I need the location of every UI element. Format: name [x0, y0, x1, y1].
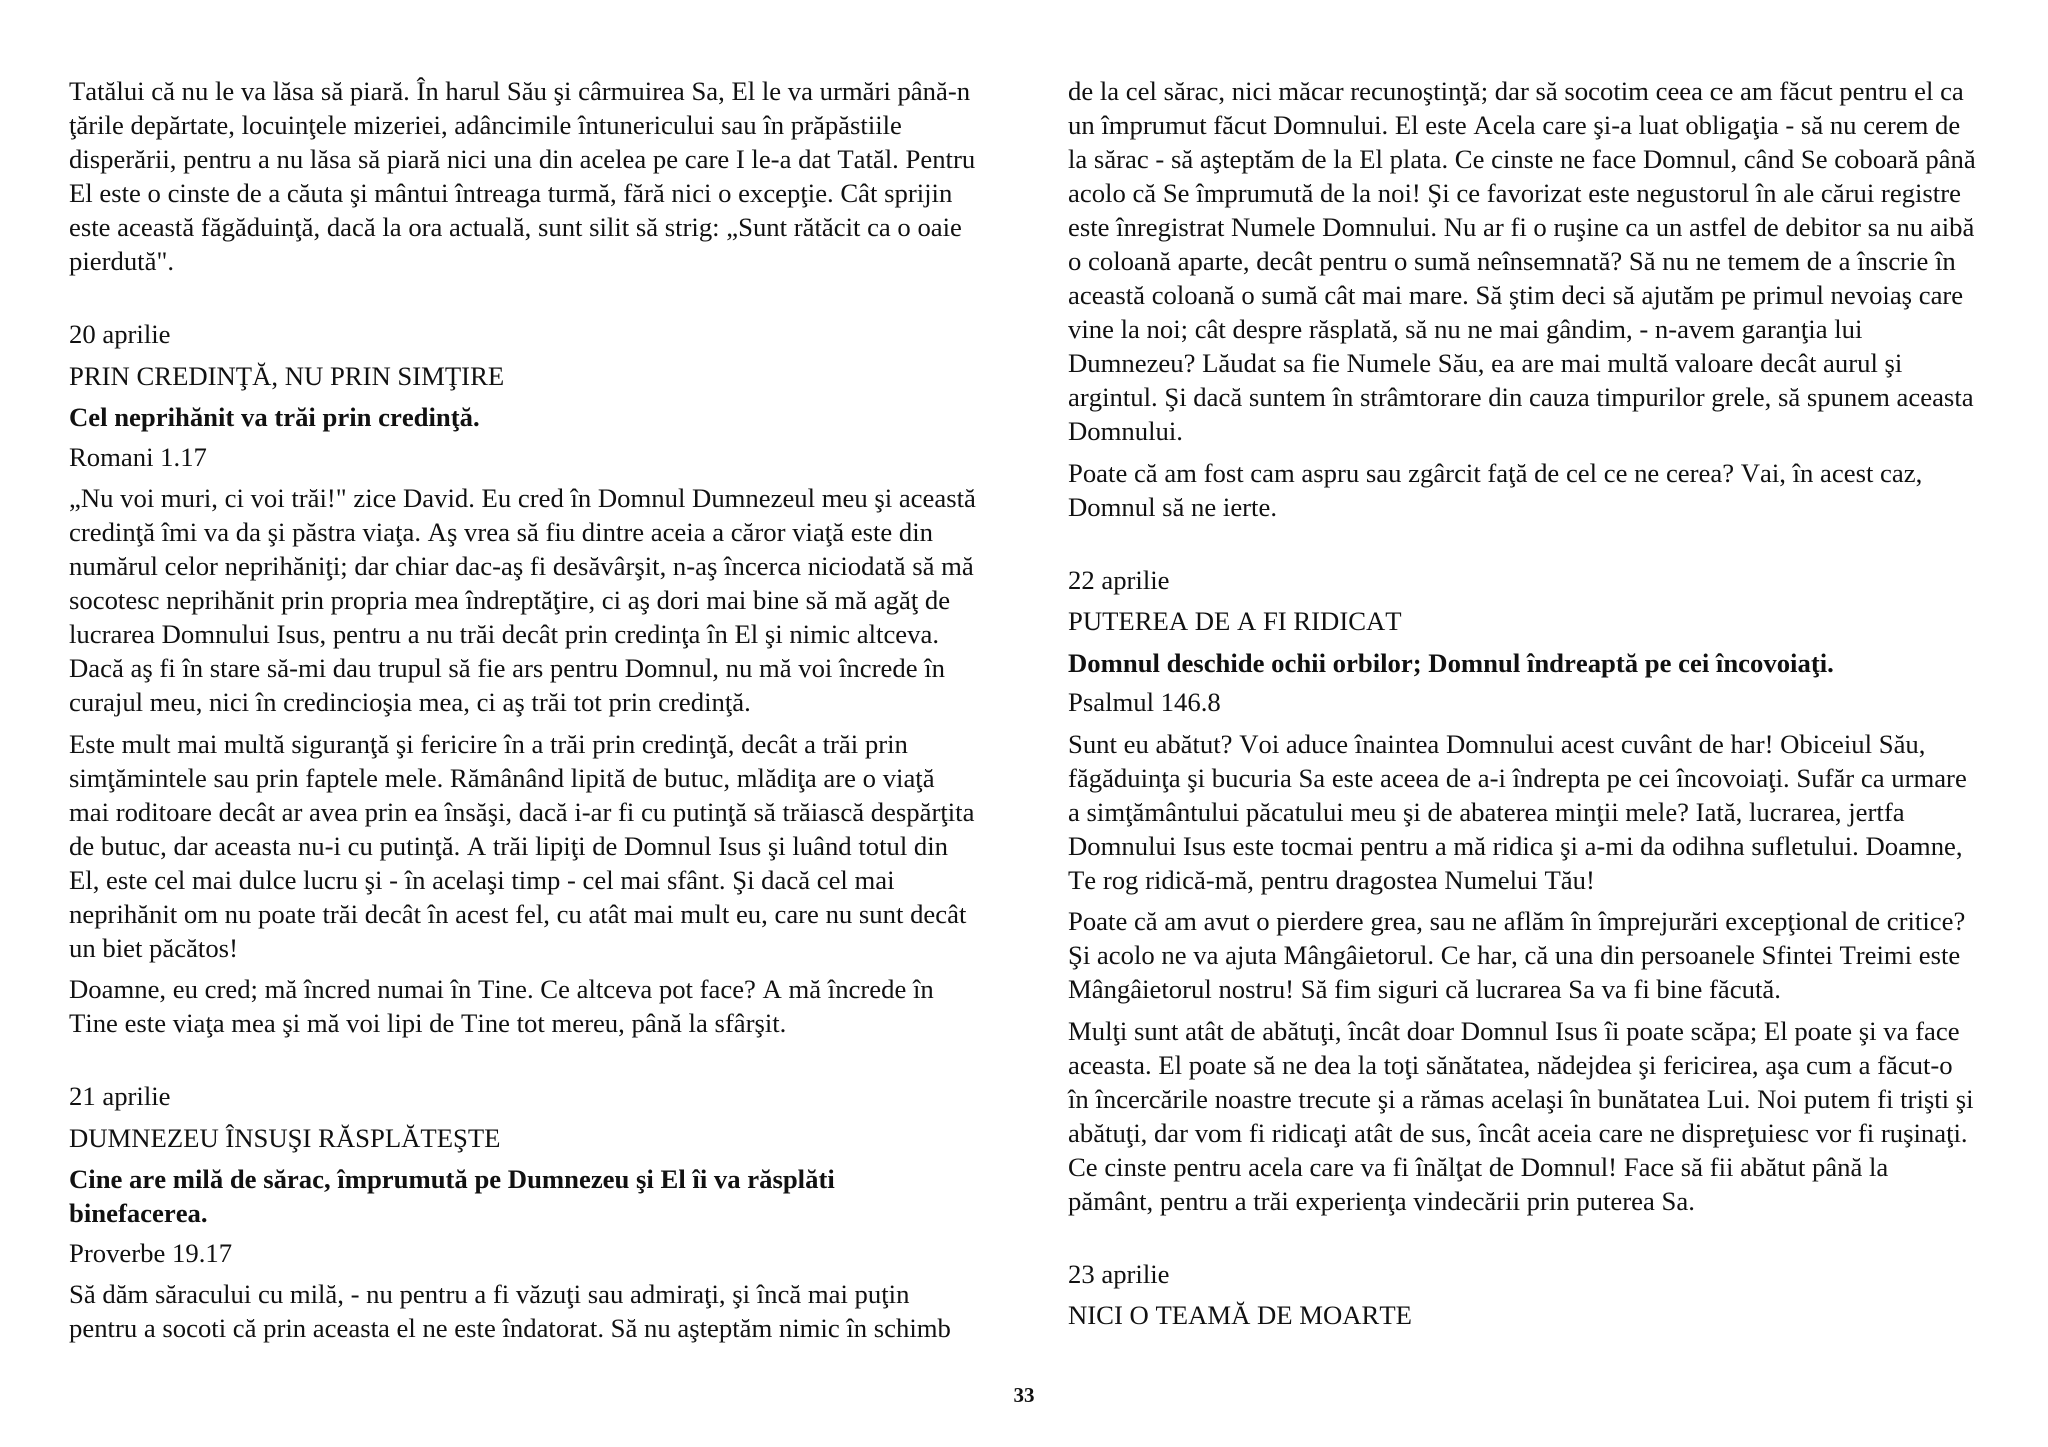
- page-number: 33: [1013, 1383, 1035, 1407]
- entry-reference: Romani 1.17: [69, 441, 207, 472]
- continued-paragraph: de la cel sărac, nici măcar recunoştinţă; dar să socotim ceea ce am făcut pentru el ca un împrumut făcut Domnului. El este Acela care şi-a luat obligaţia - să nu cerem de la sărac - să aşteptăm de la El plata. Ce cinste ne face Domnul, când Se coboară până acolo că Se împrumută de la noi! Şi ce favorizat este negustorul în ale cărui registre este înregistrat Numele Domnului. Nu ar fi o ruşine ca un astfel de debitor sa nu aibă o coloană aparte, decât pentru o sumă neînsemnată? Să nu ne temem de a înscrie în această coloană o sumă cât mai mare. Să ştim deci să ajutăm pe primul nevoiaş care vine la noi; cât despre răsplată, să nu ne mai gândim, - n-avem garanţia lui Dumnezeu? Lăudat sa fie Numele Său, ea are mai multă valoare decât aurul şi argintul. Şi dacă suntem în strâmtorare din cauza timpurilor grele, să spunem aceasta Domnului.: [1068, 76, 1976, 446]
- devotional-entry-21-april: [69, 1079, 984, 1345]
- entry-date: 23 aprilie: [1068, 1258, 1170, 1289]
- devotional-entry-22-april: [1068, 563, 1983, 1218]
- entry-verse: Cine are milă de sărac, împrumută pe Dumnezeu şi El îi va răsplăti binefacerea.: [69, 1164, 835, 1228]
- continued-paragraph: Poate că am fost cam aspru sau zgârcit faţă de cel ce ne cerea? Vai, în acest caz, Domnul să ne ierte.: [1068, 457, 1923, 522]
- entry-paragraph: Sunt eu abătut? Voi aduce înaintea Domnului acest cuvânt de har! Obiceiul Său, făgăduinţa şi bucuria Sa este aceea de a-i îndrepta pe cei încovoiaţi. Sufăr ca urmare a simţământului păcatului meu şi de abaterea minţii mele? Iată, lucrarea, jertfa Domnului Isus este tocmai pentru a mă ridica şi a-mi da odihna sufletului. Doamne, Te rog ridică-mă, pentru dragostea Numelui Tău!: [1068, 728, 1967, 895]
- devotional-entry-20-april: [69, 317, 984, 1040]
- left-column: [69, 74, 984, 1353]
- continued-paragraph: Tatălui că nu le va lăsa să piară. În harul Său şi cârmuirea Sa, El le va urmări până-n ţările depărtate, locuinţele mizeriei, adâncimile întunericului sau în prăpăstiile disperării, pentru a nu lăsa să piară nici una din acelea pe care I le-a dat Tatăl. Pentru El este o cinste de a căuta şi mântui întreaga turmă, fără nici o excepţie. Cât sprijin este această făgăduinţă, dacă la ora actuală, sunt silit să strig: „Sunt rătăcit ca o oaie pierdută".: [69, 76, 976, 276]
- entry-title: PUTEREA DE A FI RIDICAT: [1068, 606, 1402, 636]
- entry-paragraph: Mulţi sunt atât de abătuţi, încât doar Domnul Isus îi poate scăpa; El poate şi va face aceasta. El poate să ne dea la toţi sănătatea, nădejdea şi fericirea, aşa cum a făcut-o în încercările noastre trecute şi a rămas acelaşi în bunătatea Lui. Noi putem fi trişti şi abătuţi, dar vom fi ridicaţi atât de sus, încât aceia care ne dispreţuiesc vor fi ruşinaţi. Ce cinste pentru acela care va fi înălţat de Domnul! Face să fii abătut până la pământ, pentru a trăi experienţa vindecării prin puterea Sa.: [1068, 1015, 1974, 1216]
- right-column: [1068, 74, 1983, 1340]
- entry-paragraph: Poate că am avut o pierdere grea, sau ne aflăm în împrejurări excepţional de critice? Şi acolo ne va ajuta Mângâietorul. Ce har, că una din persoanele Sfintei Treimi este Mângâietorul nostru! Să fim siguri că lucrarea Sa va fi bine făcută.: [1068, 906, 1966, 1004]
- entry-verse: Domnul deschide ochii orbilor; Domnul îndreaptă pe cei încovoiaţi.: [1068, 647, 1834, 678]
- entry-date: 22 aprilie: [1068, 564, 1170, 595]
- entry-paragraph: Doamne, eu cred; mă încred numai în Tine. Ce altceva pot face? A mă încrede în Tine este viaţa mea şi mă voi lipi de Tine tot mereu, până la sfârşit.: [69, 974, 934, 1038]
- entry-paragraph: „Nu voi muri, ci voi trăi!" zice David. Eu cred în Domnul Dumnezeul meu şi această credinţă îmi va da şi păstra viaţa. Aş vrea să fiu dintre aceia a căror viaţă este din numărul celor neprihăniţi; dar chiar dac-aş fi desăvârşit, n-aş încerca niciodată să mă socotesc neprihănit prin propria mea îndreptăţire, ci aş dori mai bine să mă agăţ de lucrarea Domnului Isus, pentru a nu trăi decât prin credinţa în El şi nimic altceva. Dacă aş fi în stare să-mi dau trupul să fie ars pentru Domnul, nu mă voi încrede în curajul meu, nici în credincioşia mea, ci aş trăi tot prin credinţă.: [69, 483, 976, 717]
- entry-reference: Proverbe 19.17: [69, 1237, 233, 1268]
- entry-title: DUMNEZEU ÎNSUŞI RĂSPLĂTEŞTE: [69, 1122, 501, 1153]
- entry-reference: Psalmul 146.8: [1068, 687, 1221, 717]
- entry-date: 21 aprilie: [69, 1081, 171, 1111]
- devotional-entry-23-april: [1068, 1257, 1983, 1333]
- entry-paragraph: Să dăm săracului cu milă, - nu pentru a fi văzuţi sau admiraţi, şi încă mai puţin pentru a socoti că prin aceasta el ne este îndatorat. Să nu aşteptăm nimic în schimb: [69, 1279, 951, 1343]
- entry-paragraph: Este mult mai multă siguranţă şi fericire în a trăi prin credinţă, decât a trăi prin simţămintele sau prin faptele mele. Rămânând lipită de butuc, mlădiţa are o viaţă mai roditoare decât ar avea prin ea însăşi, dacă i-ar fi cu putinţă să trăiască despărţita de butuc, dar aceasta nu-i cu putinţă. A trăi lipiţi de Domnul Isus şi luând totul din El, este cel mai dulce lucru şi - în acelaşi timp - cel mai sfânt. Şi dacă cel mai neprihănit om nu poate trăi decât în acest fel, cu atât mai mult eu, care nu sunt decât un biet păcătos!: [69, 728, 975, 963]
- entry-title: PRIN CREDINŢĂ, NU PRIN SIMŢIRE: [69, 360, 505, 391]
- entry-date: 20 aprilie: [69, 319, 171, 349]
- entry-verse: Cel neprihănit va trăi prin credinţă.: [69, 402, 480, 432]
- entry-title: NICI O TEAMĂ DE MOARTE: [1068, 1300, 1412, 1330]
